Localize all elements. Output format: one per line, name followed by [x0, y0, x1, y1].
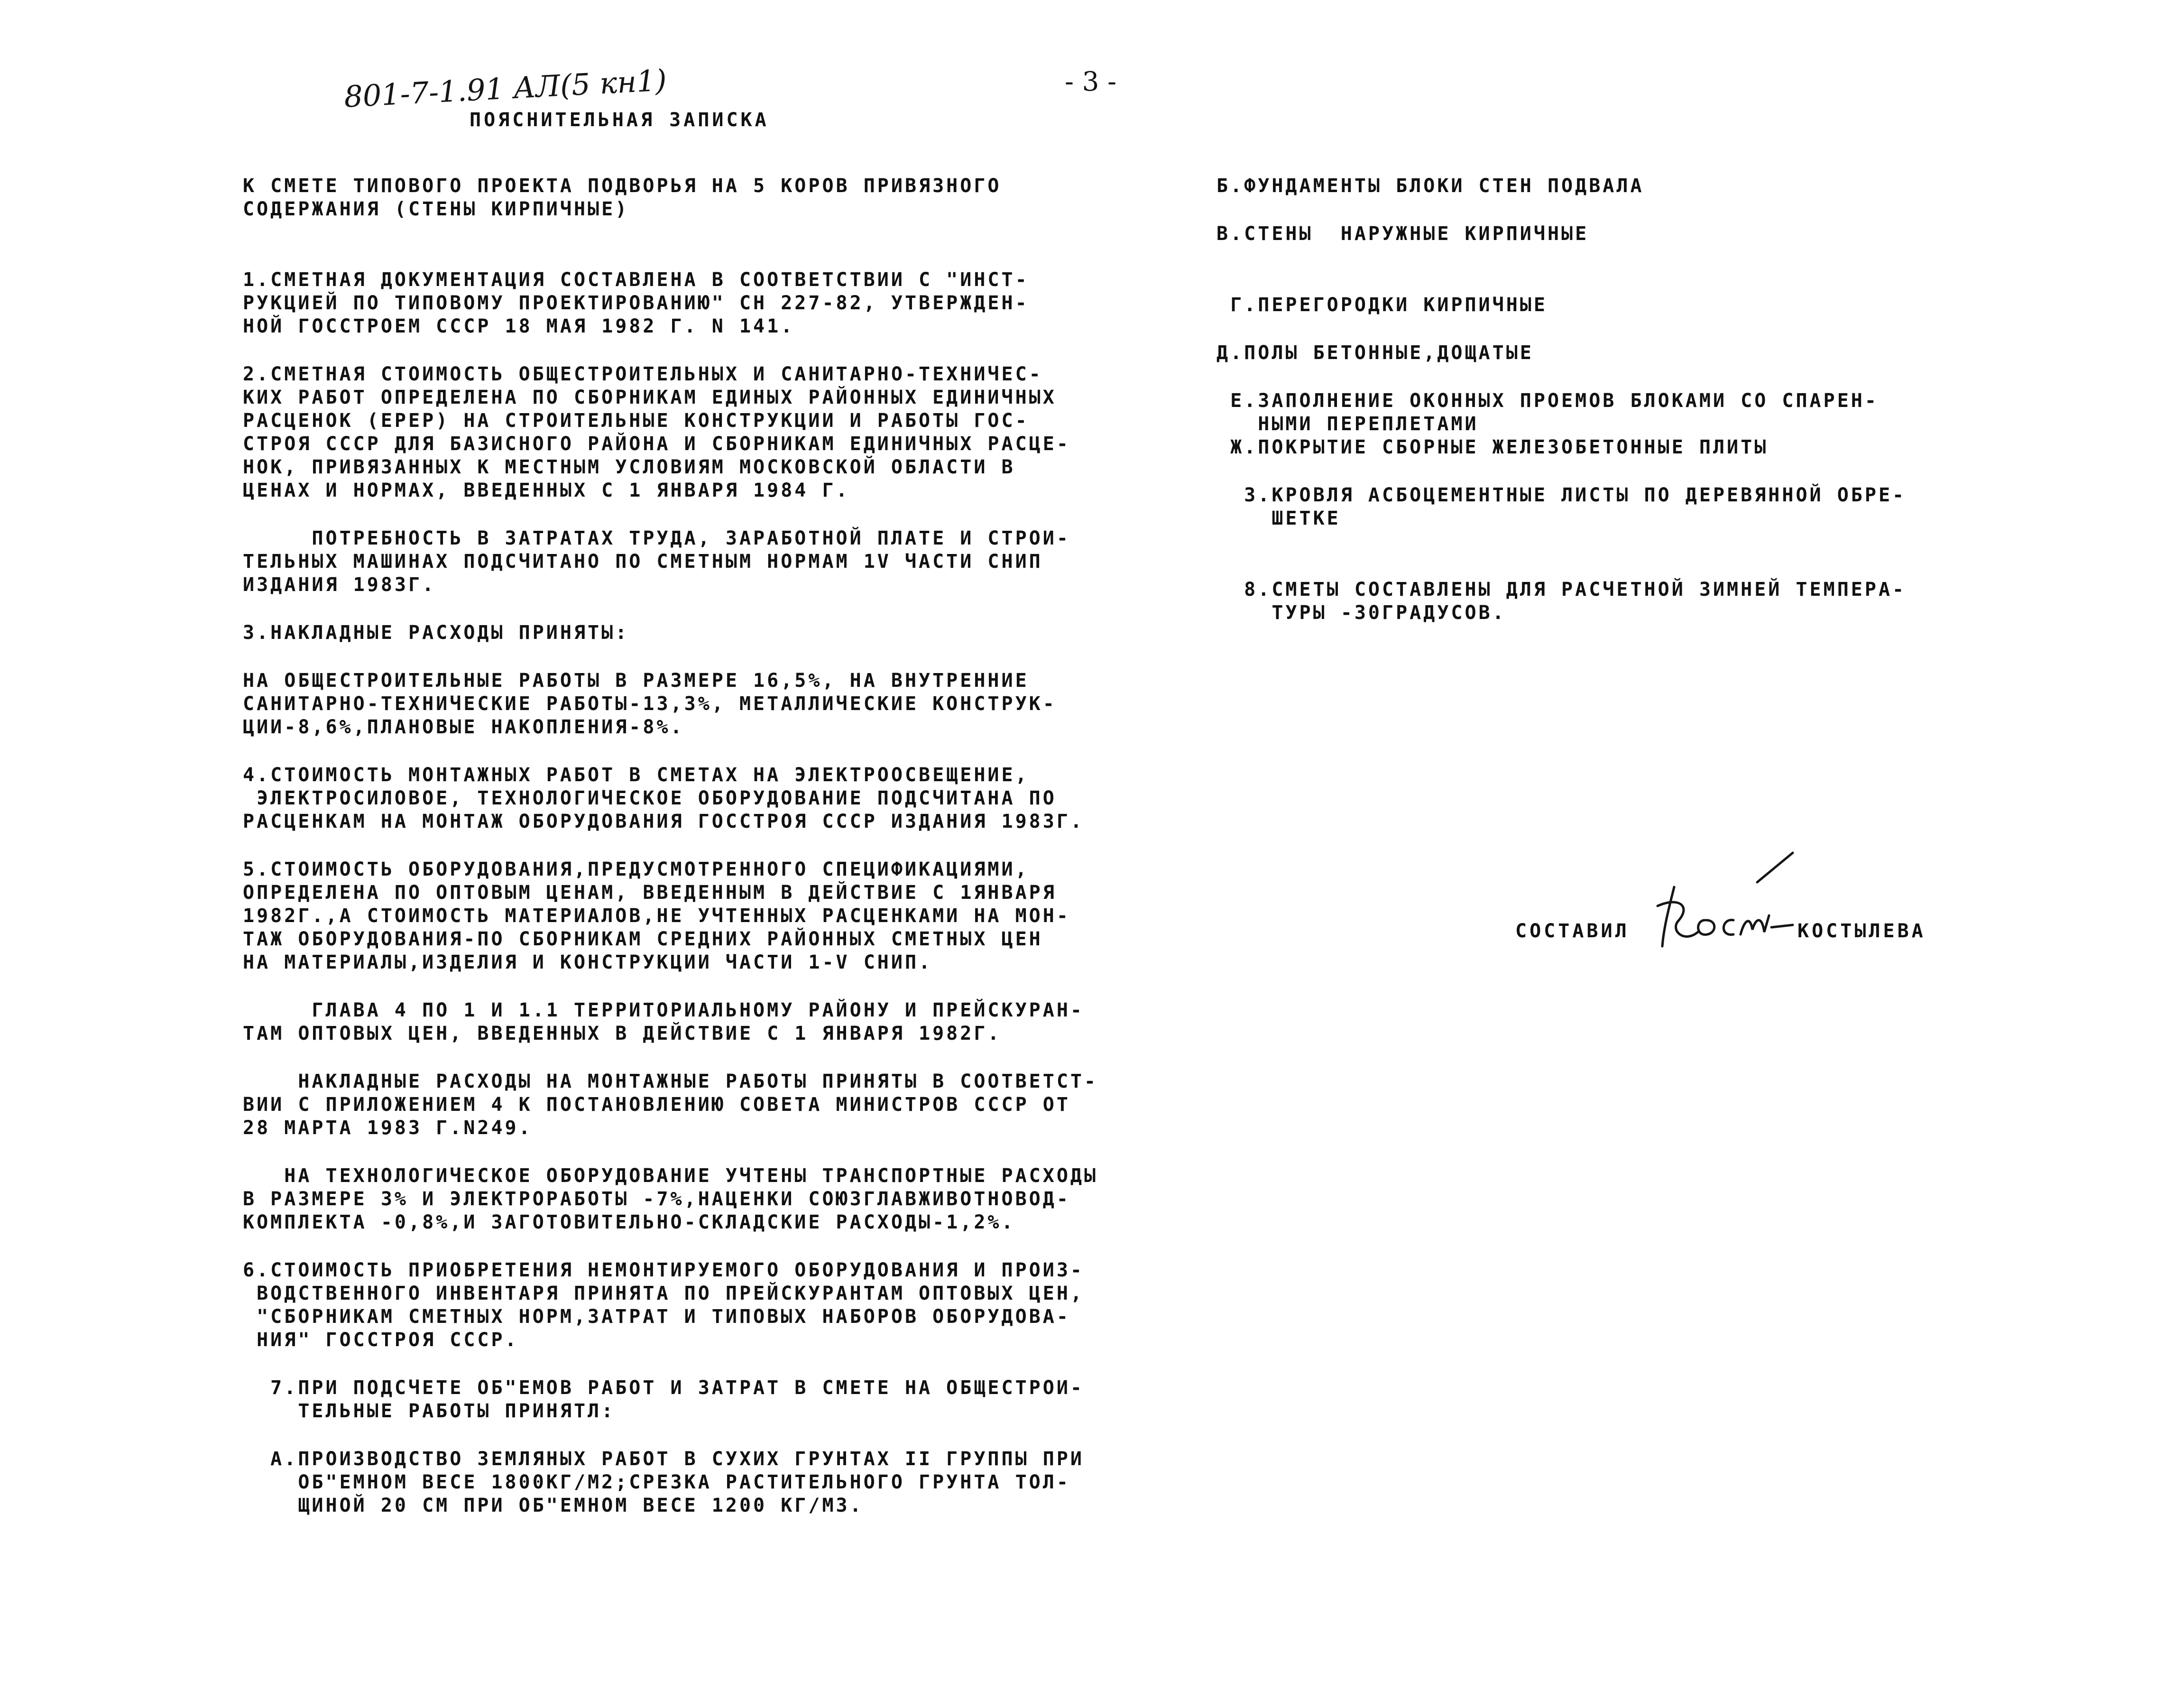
- left-text-line: НАКЛАДНЫЕ РАСХОДЫ НА МОНТАЖНЫЕ РАБОТЫ ПРИНЯТЫ В СООТВЕТСТ-: [243, 1071, 1098, 1092]
- page-number: - 3 -: [1065, 66, 1117, 97]
- right-text-line: Г.ПЕРЕГОРОДКИ КИРПИЧНЫЕ: [1216, 294, 1548, 316]
- left-paragraph: [243, 1070, 1215, 1140]
- left-paragraph: [243, 621, 1215, 645]
- left-text-line: К СМЕТЕ ТИПОВОГО ПРОЕКТА ПОДВОРЬЯ НА 5 КОРОВ ПРИВЯЗНОГО: [243, 175, 1002, 197]
- left-text-line: В РАЗМЕРЕ 3% И ЭЛЕКТРОРАБОТЫ -7%,НАЦЕНКИ СОЮЗГЛАВЖИВОТНОВОД-: [243, 1188, 1070, 1210]
- left-paragraph: [243, 527, 1215, 597]
- left-text-line: ВИИ С ПРИЛОЖЕНИЕМ 4 К ПОСТАНОВЛЕНИЮ СОВЕТА МИНИСТРОВ СССР ОТ: [243, 1094, 1070, 1116]
- left-text-line: ТЕЛЬНЫЕ РАБОТЫ ПРИНЯТЛ:: [243, 1400, 616, 1422]
- handwritten-signature: [1650, 849, 1807, 953]
- left-paragraph: [243, 1259, 1215, 1352]
- right-text-line: В.СТЕНЫ НАРУЖНЫЕ КИРПИЧНЫЕ: [1216, 223, 1589, 245]
- right-paragraph: [1216, 175, 1975, 198]
- document-title: ПОЯСНИТЕЛЬНАЯ ЗАПИСКА: [470, 109, 769, 131]
- right-paragraph: [1216, 389, 1975, 436]
- left-text-line: ТАМ ОПТОВЫХ ЦЕН, ВВЕДЕННЫХ В ДЕЙСТВИЕ С 1 ЯНВАРЯ 1982Г.: [243, 1023, 1002, 1044]
- left-text-line: РАСЦЕНОК (ЕРЕР) НА СТРОИТЕЛЬНЫЕ КОНСТРУКЦИИ И РАБОТЫ ГОС-: [243, 410, 1029, 432]
- left-paragraph: [243, 268, 1215, 338]
- right-text-column: [1216, 175, 1975, 625]
- right-text-line: Д.ПОЛЫ БЕТОННЫЕ,ДОЩАТЫЕ: [1216, 342, 1534, 364]
- left-text-line: ТАЖ ОБОРУДОВАНИЯ-ПО СБОРНИКАМ СРЕДНИХ РАЙОННЫХ СМЕТНЫХ ЦЕН: [243, 928, 1043, 950]
- left-text-line: РУКЦИЕЙ ПО ТИПОВОМУ ПРОЕКТИРОВАНИЮ" СН 227-82, УТВЕРЖДЕН-: [243, 292, 1029, 314]
- left-paragraph: [243, 363, 1215, 502]
- left-text-line: НИЯ" ГОССТРОЯ СССР.: [243, 1329, 519, 1351]
- right-paragraph: [1216, 342, 1975, 365]
- left-paragraph: [243, 764, 1215, 833]
- right-paragraph: [1216, 578, 1975, 625]
- left-text-line: 1982Г.,А СТОИМОСТЬ МАТЕРИАЛОВ,НЕ УЧТЕННЫХ РАСЦЕНКАМИ НА МОН-: [243, 905, 1070, 927]
- right-text-line: Б.ФУНДАМЕНТЫ БЛОКИ СТЕН ПОДВАЛА: [1216, 175, 1644, 197]
- left-text-line: НОЙ ГОССТРОЕМ СССР 18 МАЯ 1982 Г. N 141.: [243, 315, 795, 337]
- left-text-line: КОМПЛЕКТА -0,8%,И ЗАГОТОВИТЕЛЬНО-СКЛАДСКИЕ РАСХОДЫ-1,2%.: [243, 1211, 1015, 1233]
- left-paragraph: [243, 669, 1215, 739]
- left-text-line: ЦИИ-8,6%,ПЛАНОВЫЕ НАКОПЛЕНИЯ-8%.: [243, 716, 684, 738]
- left-text-line: 3.НАКЛАДНЫЕ РАСХОДЫ ПРИНЯТЫ:: [243, 622, 629, 644]
- right-text-line: НЫМИ ПЕРЕПЛЕТАМИ: [1216, 413, 1479, 435]
- left-text-line: ТЕЛЬНЫХ МАШИНАХ ПОДСЧИТАНО ПО СМЕТНЫМ НОРМАМ 1V ЧАСТИ СНИП: [243, 551, 1043, 573]
- right-text-line: Ж.ПОКРЫТИЕ СБОРНЫЕ ЖЕЛЕЗОБЕТОННЫЕ ПЛИТЫ: [1216, 436, 1769, 458]
- left-text-line: НА МАТЕРИАЛЫ,ИЗДЕЛИЯ И КОНСТРУКЦИИ ЧАСТИ 1-V СНИП.: [243, 951, 933, 973]
- right-paragraph: [1216, 484, 1975, 530]
- right-paragraph: [1216, 222, 1975, 246]
- right-text-line: Е.ЗАПОЛНЕНИЕ ОКОННЫХ ПРОЕМОВ БЛОКАМИ СО СПАРЕН-: [1216, 390, 1879, 412]
- left-text-line: ИЗДАНИЯ 1983Г.: [243, 574, 436, 596]
- right-text-line: 8.СМЕТЫ СОСТАВЛЕНЫ ДЛЯ РАСЧЕТНОЙ ЗИМНЕЙ ТЕМПЕРА-: [1216, 579, 1907, 600]
- left-paragraph: [243, 1164, 1215, 1234]
- left-text-line: 1.СМЕТНАЯ ДОКУМЕНТАЦИЯ СОСТАВЛЕНА В СООТВЕТСТВИИ С "ИНСТ-: [243, 269, 1029, 291]
- right-paragraph: [1216, 436, 1975, 459]
- left-text-line: 2.СМЕТНАЯ СТОИМОСТЬ ОБЩЕСТРОИТЕЛЬНЫХ И САНИТАРНО-ТЕХНИЧЕС-: [243, 363, 1043, 385]
- left-text-line: 28 МАРТА 1983 Г.N249.: [243, 1117, 533, 1139]
- left-text-line: ПОТРЕБНОСТЬ В ЗАТРАТАХ ТРУДА, ЗАРАБОТНОЙ ПЛАТЕ И СТРОИ-: [243, 527, 1070, 549]
- left-text-line: НА ТЕХНОЛОГИЧЕСКОЕ ОБОРУДОВАНИЕ УЧТЕНЫ ТРАНСПОРТНЫЕ РАСХОДЫ: [243, 1165, 1098, 1187]
- left-paragraph: [243, 1448, 1215, 1517]
- left-text-line: НА ОБЩЕСТРОИТЕЛЬНЫЕ РАБОТЫ В РАЗМЕРЕ 16,5%, НА ВНУТРЕННИЕ: [243, 670, 1029, 692]
- left-text-line: САНИТАРНО-ТЕХНИЧЕСКИЕ РАБОТЫ-13,3%, МЕТАЛЛИЧЕСКИЕ КОНСТРУК-: [243, 693, 1057, 715]
- right-paragraph: [1216, 294, 1975, 317]
- left-text-line: ГЛАВА 4 ПО 1 И 1.1 ТЕРРИТОРИАЛЬНОМУ РАЙОНУ И ПРЕЙСКУРАН-: [243, 999, 1085, 1021]
- left-text-line: ВОДСТВЕННОГО ИНВЕНТАРЯ ПРИНЯТА ПО ПРЕЙСКУРАНТАМ ОПТОВЫХ ЦЕН,: [243, 1283, 1085, 1304]
- left-paragraph: [243, 1376, 1215, 1423]
- left-text-line: 6.СТОИМОСТЬ ПРИОБРЕТЕНИЯ НЕМОНТИРУЕМОГО ОБОРУДОВАНИЯ И ПРОИЗ-: [243, 1259, 1085, 1281]
- left-paragraph: [243, 999, 1215, 1045]
- left-text-line: ЦЕНАХ И НОРМАХ, ВВЕДЕННЫХ С 1 ЯНВАРЯ 1984 Г.: [243, 480, 850, 501]
- left-text-line: 4.СТОИМОСТЬ МОНТАЖНЫХ РАБОТ В СМЕТАХ НА ЭЛЕКТРООСВЕЩЕНИЕ,: [243, 764, 1029, 786]
- left-text-line: А.ПРОИЗВОДСТВО ЗЕМЛЯНЫХ РАБОТ В СУХИХ ГРУНТАХ II ГРУППЫ ПРИ: [243, 1448, 1085, 1470]
- left-text-line: ОПРЕДЕЛЕНА ПО ОПТОВЫМ ЦЕНАМ, ВВЕДЕННЫМ В ДЕЙСТВИЕ С 1ЯНВАРЯ: [243, 882, 1057, 904]
- left-paragraph: [243, 858, 1215, 974]
- handwritten-document-code: 801-7-1.91 АЛ(5 кн1): [343, 63, 668, 114]
- left-paragraph: [243, 175, 1215, 221]
- left-text-line: НОК, ПРИВЯЗАННЫХ К МЕСТНЫМ УСЛОВИЯМ МОСКОВСКОЙ ОБЛАСТИ В: [243, 456, 1015, 478]
- left-text-line: СТРОЯ СССР ДЛЯ БАЗИСНОГО РАЙОНА И СБОРНИКАМ ЕДИНИЧНЫХ РАСЦЕ-: [243, 433, 1070, 455]
- left-text-column: [243, 175, 1215, 1517]
- right-text-line: ШЕТКЕ: [1216, 508, 1341, 529]
- left-text-line: ОБ"ЕМНОМ ВЕСЕ 1800КГ/М2;СРЕЗКА РАСТИТЕЛЬНОГО ГРУНТА ТОЛ-: [243, 1471, 1070, 1493]
- left-text-line: ЩИНОЙ 20 СМ ПРИ ОБ"ЕМНОМ ВЕСЕ 1200 КГ/М3.: [243, 1495, 864, 1516]
- signer-name: КОСТЫЛЕВА: [1797, 920, 1926, 942]
- left-text-line: КИХ РАБОТ ОПРЕДЕЛЕНА ПО СБОРНИКАМ ЕДИНЫХ РАЙОННЫХ ЕДИНИЧНЫХ: [243, 387, 1057, 408]
- left-text-line: СОДЕРЖАНИЯ (СТЕНЫ КИРПИЧНЫЕ): [243, 198, 629, 220]
- right-text-line: ТУРЫ -30ГРАДУСОВ.: [1216, 602, 1506, 624]
- right-text-line: З.КРОВЛЯ АСБОЦЕМЕНТНЫЕ ЛИСТЫ ПО ДЕРЕВЯННОЙ ОБРЕ-: [1216, 484, 1907, 506]
- left-text-line: 7.ПРИ ПОДСЧЕТЕ ОБ"ЕМОВ РАБОТ И ЗАТРАТ В СМЕТЕ НА ОБЩЕСТРОИ-: [243, 1377, 1085, 1399]
- left-text-line: "СБОРНИКАМ СМЕТНЫХ НОРМ,ЗАТРАТ И ТИПОВЫХ НАБОРОВ ОБОРУДОВА-: [243, 1306, 1070, 1328]
- left-text-line: ЭЛЕКТРОСИЛОВОЕ, ТЕХНОЛОГИЧЕСКОЕ ОБОРУДОВАНИЕ ПОДСЧИТАНА ПО: [243, 787, 1057, 809]
- signature-label: СОСТАВИЛ: [1515, 920, 1630, 942]
- left-text-line: РАСЦЕНКАМ НА МОНТАЖ ОБОРУДОВАНИЯ ГОССТРОЯ СССР ИЗДАНИЯ 1983Г.: [243, 811, 1085, 832]
- left-text-line: 5.СТОИМОСТЬ ОБОРУДОВАНИЯ,ПРЕДУСМОТРЕННОГО СПЕЦИФИКАЦИЯМИ,: [243, 859, 1029, 880]
